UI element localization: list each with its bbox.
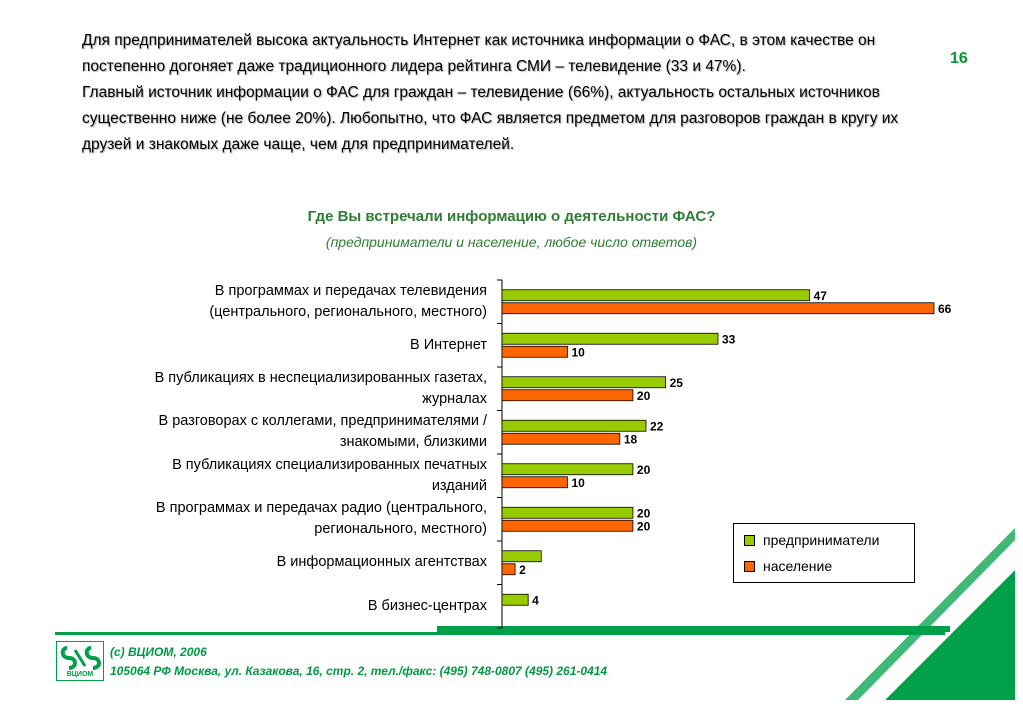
category-label-line: регионального, местного) xyxy=(314,521,487,538)
bar-population-5 xyxy=(502,520,633,531)
category-label-line: журналах xyxy=(422,390,487,407)
data-label-population-3: 18 xyxy=(623,432,638,447)
legend-item-population xyxy=(744,558,832,574)
slide-number: 16 xyxy=(950,50,968,67)
category-label-line: знакомыми, близкими xyxy=(339,434,487,451)
data-label-population-0: 66 xyxy=(938,301,952,316)
category-label-line: В программах и передачах телевидения xyxy=(214,282,487,299)
category-label-line: (центрального, регионального, местного) xyxy=(209,303,487,320)
data-label-entrepreneurs-0: 47 xyxy=(813,288,827,303)
legend-swatch-population xyxy=(744,561,755,572)
legend xyxy=(733,523,915,583)
bar-population-3 xyxy=(502,433,620,444)
data-label-entrepreneurs-7: 4 xyxy=(532,593,539,608)
bar-population-6 xyxy=(502,564,515,575)
data-label-entrepreneurs-1: 33 xyxy=(722,332,736,347)
category-label-line: В разговорах с коллегами, предпринимателями / xyxy=(158,413,487,430)
bar-entrepreneurs-6 xyxy=(502,551,541,562)
chart-subtitle: (предприниматели и население, любое число ответов) xyxy=(325,234,698,250)
chart-title: Где Вы встречали информацию о деятельности ФАС? xyxy=(307,208,716,225)
data-label-population-5: 20 xyxy=(636,519,651,534)
bar-entrepreneurs-4 xyxy=(502,464,633,475)
data-label-population-2: 20 xyxy=(636,388,651,403)
bar-population-0 xyxy=(502,303,934,314)
bar-entrepreneurs-5 xyxy=(502,507,633,518)
legend-label-population: население xyxy=(763,558,833,574)
footer-copyright: (с) ВЦИОМ, 2006 xyxy=(110,645,207,659)
footer-address: 105064 РФ Москва, ул. Казакова, 16, стр. 2, тел./факс: (495) 748-0807 (495) 261-0414 xyxy=(110,664,608,678)
bar-entrepreneurs-3 xyxy=(502,420,646,431)
legend-label-entrepreneurs: предприниматели xyxy=(763,532,880,548)
intro-paragraph-1: Для предпринимателей высока актуальность Интернет как источника информации о ФАС, в этом качестве он постепенно догоняет даже традиционного лидера рейтинга СМИ – телевидение (33 и 47%). xyxy=(82,32,876,75)
data-label-entrepreneurs-5: 20 xyxy=(636,506,651,521)
category-label-line: В публикациях специализированных печатных xyxy=(172,456,487,473)
bar-population-1 xyxy=(502,346,567,357)
intro-paragraph-2: Главный источник информации о ФАС для граждан – телевидение (66%), актуальность остальных источников существенно ниже (не более 20%). Любопытно, что ФАС является предметом для разговоров граждан в кругу их друзей и знакомых даже чаще, чем для предпринимателей. xyxy=(82,84,899,153)
data-label-entrepreneurs-4: 20 xyxy=(636,462,651,477)
data-label-entrepreneurs-3: 22 xyxy=(650,419,664,434)
category-label-line: В программах и передачах радио (центрального, xyxy=(155,500,487,517)
footer-text xyxy=(110,643,607,681)
data-label-population-6: 2 xyxy=(519,562,526,577)
category-label-line: В Интернет xyxy=(410,336,487,353)
bar-population-4 xyxy=(502,477,567,488)
vciom-logo xyxy=(56,641,104,681)
logo-icon xyxy=(57,642,103,672)
bar-population-2 xyxy=(502,390,633,401)
data-label-population-4: 10 xyxy=(571,475,585,490)
footer-divider xyxy=(55,632,945,635)
data-label-entrepreneurs-2: 25 xyxy=(669,375,683,390)
logo-text: ВЦИОМ xyxy=(66,671,94,678)
category-label-line: В бизнес-центрах xyxy=(367,597,487,614)
category-label-line: В информационных агентствах xyxy=(276,554,487,571)
legend-swatch-entrepreneurs xyxy=(744,535,755,546)
bar-entrepreneurs-2 xyxy=(502,377,666,388)
bar-entrepreneurs-1 xyxy=(502,333,718,344)
bar-entrepreneurs-0 xyxy=(502,290,810,301)
bar-entrepreneurs-7 xyxy=(502,594,528,605)
category-label-line: изданий xyxy=(431,477,487,494)
category-label-line: В публикациях в неспециализированных газетах, xyxy=(154,369,487,386)
legend-item-entrepreneurs xyxy=(744,532,879,548)
data-label-population-1: 10 xyxy=(571,345,585,360)
